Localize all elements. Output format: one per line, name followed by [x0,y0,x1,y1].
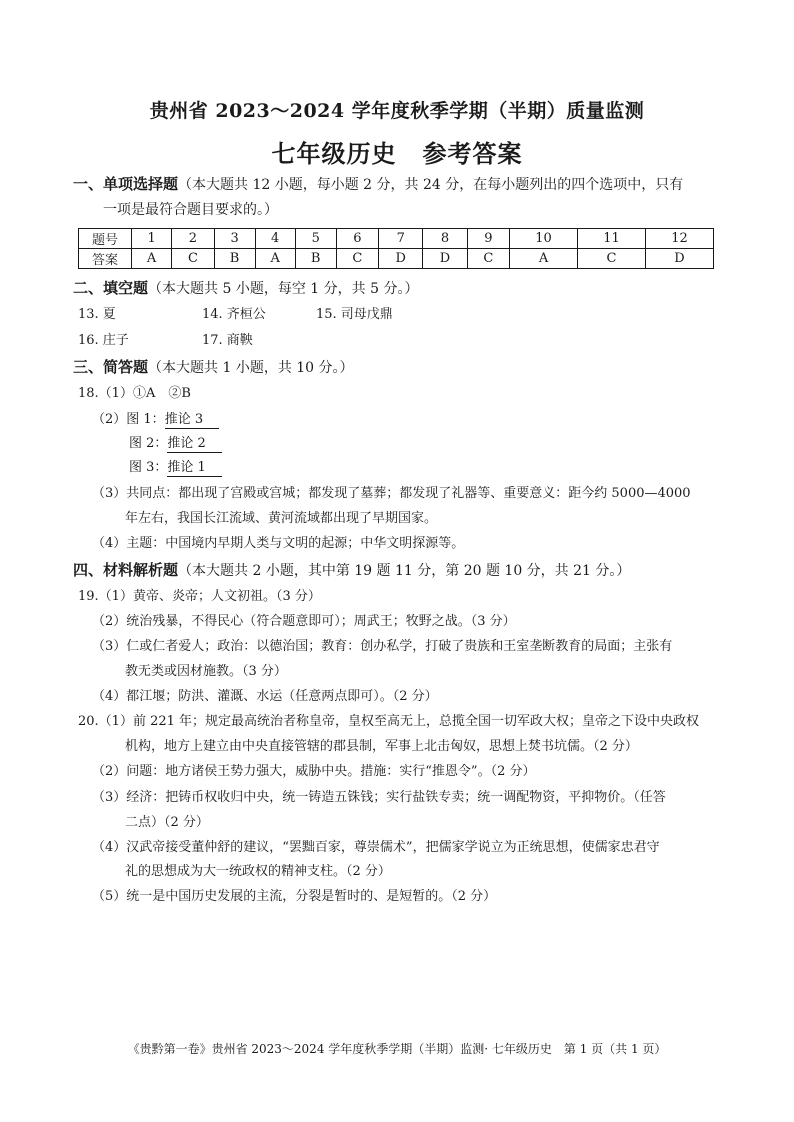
question-number-cell: 7 [379,229,423,249]
fig2-label: 图 2： [129,436,168,451]
answer-q20-4-cont: 礼的思想成为大一统政权的精神支柱。（2 分） [125,864,391,879]
section3-heading: 三、简答题 [73,358,149,376]
answer-q19-3: （3）仁或仁者爱人；政治：以德治国；教育：创办私学，打破了贵族和王室垄断教育的局面；主张有 [92,639,673,654]
answer-q14: 14. 齐桓公 [202,307,266,322]
answer-cell: D [645,249,713,269]
answer-q19-1: 19.（1）黄帝、炎帝；人文初祖。（3 分） [78,589,321,604]
section2-note: （本大题共 5 小题，每空 1 分，共 5 分。） [148,281,419,297]
answer-q16: 16. 庄子 [78,333,129,348]
section1-note: （本大题共 12 小题，每小题 2 分，共 24 分，在每小题列出的四个选项中，只有 [178,177,684,193]
answer-q20-3: （3）经济：把铸币权收归中央，统一铸造五铢钱；实行盐铁专卖；统一调配物资，平抑物价。（任答 [92,790,666,805]
subject-label: 七年级历史 [271,139,397,168]
question-number-cell: 6 [336,229,378,249]
section4-heading: 四、材料解析题 [73,561,179,579]
question-number-cell: 1 [132,229,172,249]
answer-cell: D [379,249,423,269]
answer-cell: B [295,249,336,269]
section4-note: （本大题共 2 小题，其中第 19 题 11 分，第 20 题 10 分，共 21 分。） [178,563,631,579]
fig3-value: 推论 1 [167,460,221,477]
question-number-cell: 5 [295,229,336,249]
answer-q15: 15. 司母戊鼎 [316,307,393,322]
answer-q18-3-cont: 年左右，我国长江流域、黄河流域都出现了早期国家。 [125,511,438,526]
section1-heading-line [73,174,683,195]
fig3-label: 图 3： [129,460,168,475]
answer-q18-1: 18.（1）①A ②B [78,386,191,401]
section1-heading: 一、单项选择题 [73,175,179,193]
answer-q20-1-cont: 机构，地方上建立由中央直接管辖的郡县制，军事上北击匈奴，思想上焚书坑儒。（2 分） [125,739,638,754]
section4-heading-line [73,560,630,581]
table-header-number: 题号 [79,229,132,249]
page-footer: 《贵黔第一卷》贵州省 2023～2024 学年度秋季学期（半期）监测· 七年级历史 第 1 页（共 1 页） [127,1042,667,1056]
table-row-numbers [79,229,714,249]
answer-q17: 17. 商鞅 [202,333,253,348]
question-number-cell: 12 [645,229,713,249]
answer-q18-2-line2 [129,434,222,454]
answer-q18-2-line3 [129,458,222,478]
table-header-answer: 答案 [79,249,132,269]
table-row-answers [79,249,714,269]
fig2-value: 推论 2 [167,436,221,453]
answer-cell: D [423,249,467,269]
answer-cell: C [172,249,214,269]
answer-q19-3-cont: 教无类或因材施教。（3 分） [125,664,287,679]
answer-q18-4: （4）主题：中国境内早期人类与文明的起源；中华文明探源等。 [92,536,465,551]
question-number-cell: 8 [423,229,467,249]
question-number-cell: 9 [467,229,509,249]
answer-q18-3: （3）共同点：都出现了宫殿或宫城；都发现了墓葬；都发现了礼器等、重要意义：距今约 5000—4000 [92,486,691,501]
q18-2-fig1-value: 推论 3 [165,412,219,429]
section2-heading-line [73,278,418,299]
answer-q13: 13. 夏 [78,307,116,322]
answer-cell: C [336,249,378,269]
question-number-cell: 11 [577,229,645,249]
question-number-cell: 4 [255,229,295,249]
answer-q19-2: （2）统治残暴，不得民心（符合题意即可）；周武王；牧野之战。（3 分） [92,614,516,629]
answer-cell: A [132,249,172,269]
answer-q19-4: （4）都江堰；防洪、灌溉、水运（任意两点即可）。（2 分） [92,689,438,704]
answer-table [78,228,714,269]
section3-heading-line [73,357,354,378]
answers-label: 参考答案 [422,139,523,168]
answer-cell: A [510,249,578,269]
page-subtitle [0,134,794,169]
question-number-cell: 10 [510,229,578,249]
answer-q20-1: 20.（1）前 221 年；规定最高统治者称皇帝，皇权至高无上，总揽全国一切军政大权；皇帝之下设中央政权 [78,714,700,729]
question-number-cell: 3 [214,229,255,249]
q18-2-label: （2）图 1： [92,412,165,427]
answer-cell: B [214,249,255,269]
answer-q18-2-line1 [92,410,219,430]
section1-note-cont: 一项是最符合题目要求的。） [103,202,278,218]
answer-cell: A [255,249,295,269]
answer-cell: C [577,249,645,269]
section3-note: （本大题共 1 小题，共 10 分。） [148,360,354,376]
question-number-cell: 2 [172,229,214,249]
answer-q20-3-cont: 二点）（2 分） [125,815,209,830]
answer-q20-2: （2）问题：地方诸侯王势力强大，威胁中央。措施：实行“推恩令”。（2 分） [92,764,536,779]
answer-q20-5: （5）统一是中国历史发展的主流，分裂是暂时的、是短暂的。（2 分） [92,889,497,904]
page-title: 贵州省 2023～2024 学年度秋季学期（半期）质量监测 [149,100,645,122]
section2-heading: 二、填空题 [73,279,149,297]
answer-q20-4: （4）汉武帝接受董仲舒的建议，“罢黜百家，尊崇儒术”，把儒家学说立为正统思想，使儒家忠君守 [92,840,660,855]
answer-cell: C [467,249,509,269]
